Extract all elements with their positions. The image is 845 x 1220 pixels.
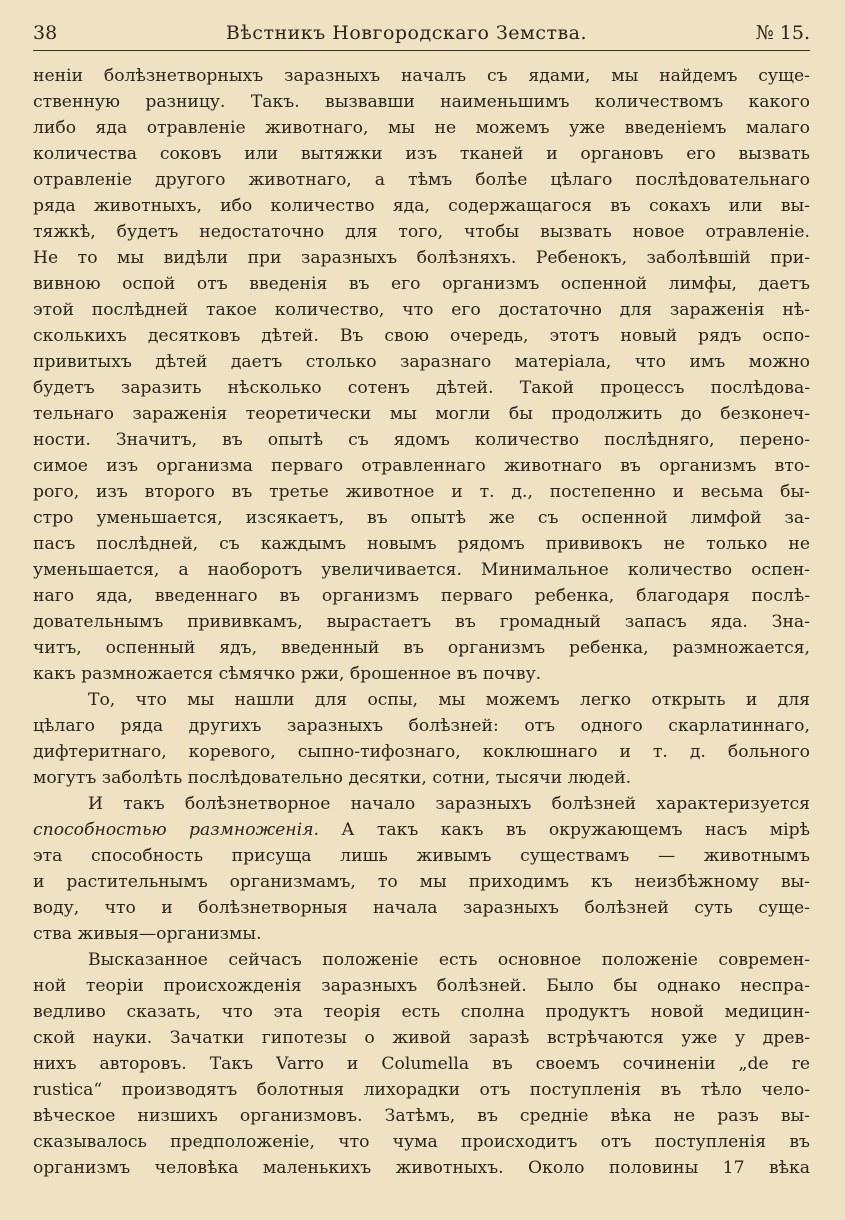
text-line: организмъ человѣка маленькихъ животныхъ. Около половины 17 вѣка	[33, 1158, 810, 1178]
text-line: ряда животныхъ, ибо количество яда, содержащагося въ сокахъ или вы-	[33, 196, 810, 216]
text-line: пасъ послѣдней, съ каждымъ новымъ рядомъ прививокъ не только не	[33, 534, 810, 554]
text-line: тяжкѣ, будетъ недостаточно для того, чтобы вызвать новое отравленiе.	[33, 222, 810, 242]
text-line: То, что мы нашли для оспы, мы можемъ легко открыть и для	[88, 690, 810, 710]
text-line: уменьшается, а наоборотъ увеличивается. Минимальное количество оспен-	[33, 560, 810, 580]
text-line: вѣческое низшихъ организмовъ. Затѣмъ, въ среднiе вѣка не разъ вы-	[33, 1106, 810, 1126]
text-line: отравленiе другого животнаго, а тѣмъ болѣе цѣлаго послѣдовательнаго	[33, 170, 810, 190]
page-number: 38	[33, 22, 58, 44]
text-line: количества соковъ или вытяжки изъ тканей и органовъ его вызвать	[33, 144, 810, 164]
text-line: могутъ заболѣть послѣдовательно десятки, сотни, тысячи людей.	[33, 768, 632, 788]
text-line: воду, что и болѣзнетворныя начала заразныхъ болѣзней суть суще-	[33, 898, 810, 918]
text-line: сказывалось предположенiе, что чума происходитъ отъ поступленiя въ	[33, 1132, 810, 1152]
text-line: либо яда отравленiе животнаго, мы не можемъ уже введенiемъ малаго	[33, 118, 810, 138]
text-line: симое изъ организма перваго отравленнаго животнаго въ организмъ вто-	[33, 456, 810, 476]
text-line: нихъ авторовъ. Такъ Varro и Columella въ своемъ сочиненiи „de re	[33, 1054, 810, 1074]
text-line: наго яда, введеннаго въ организмъ перваго ребенка, благодаря послѣ-	[33, 586, 810, 606]
text-line: эта способность присуща лишь живымъ существамъ — животнымъ	[33, 846, 810, 866]
text-line: ства живыя—организмы.	[33, 924, 262, 944]
text-line: этой послѣдней такое количество, что его достаточно для зараженiя нѣ-	[33, 300, 810, 320]
text-line: ненiи болѣзнетворныхъ заразныхъ началъ съ ядами, мы найдемъ суще-	[33, 66, 810, 86]
text-line: ской науки. Зачатки гипотезы о живой заразѣ встрѣчаются уже у древ-	[33, 1028, 810, 1048]
text-line: ности. Значитъ, въ опытѣ съ ядомъ количество послѣдняго, перено-	[33, 430, 810, 450]
text-line: рого, изъ второго въ третье животное и т. д., постепенно и весьма бы-	[33, 482, 810, 502]
after-italic-text: А такъ какъ въ окружающемъ насъ мiрѣ	[318, 820, 810, 840]
text-line: Высказанное сейчасъ положенiе есть основное положенiе современ-	[88, 950, 810, 970]
text-line: Не то мы видѣли при заразныхъ болѣзняхъ. Ребенокъ, заболѣвшiй при-	[33, 248, 810, 268]
text-line-with-emphasis	[33, 817, 810, 843]
running-head	[33, 18, 810, 48]
text-line: привитыхъ дѣтей даетъ столько заразнаго матерiала, что имъ можно	[33, 352, 810, 372]
text-line: будетъ заразить нѣсколько сотенъ дѣтей. Такой процессъ послѣдова-	[33, 378, 810, 398]
text-line: стро уменьшается, изсякаетъ, въ опытѣ же съ оспенной лимфой за-	[33, 508, 810, 528]
article-body	[33, 63, 810, 1181]
journal-title: Вѣстникъ Новгородскаго Земства.	[225, 22, 588, 44]
text-line: и растительнымъ организмамъ, то мы приходимъ къ неизбѣжному вы-	[33, 872, 810, 892]
text-line: rustica“ производятъ болотныя лихорадки отъ поступленiя въ тѣло чело-	[33, 1080, 810, 1100]
text-line: ственную разницу. Такъ. вызвавши наименьшимъ количествомъ какого	[33, 92, 810, 112]
text-line: сколькихъ десятковъ дѣтей. Въ свою очередь, этотъ новый рядъ оспо-	[33, 326, 810, 346]
text-line: какъ размножается сѣмячко ржи, брошенное въ почву.	[33, 664, 542, 684]
text-line: довательнымъ прививкамъ, вырастаетъ въ громадный запасъ яда. Зна-	[33, 612, 810, 632]
text-line: цѣлаго ряда другихъ заразныхъ болѣзней: отъ одного скарлатиннаго,	[33, 716, 810, 736]
header-rule	[33, 50, 810, 51]
text-line: ной теорiи происхожденiя заразныхъ болѣзней. Было бы однако неспра-	[33, 976, 810, 996]
issue-number: № 15.	[755, 22, 810, 44]
text-line: читъ, оспенный ядъ, введенный въ организмъ ребенка, размножается,	[33, 638, 810, 658]
text-line: тельнаго зараженiя теоретически мы могли бы продолжить до безконеч-	[33, 404, 810, 424]
text-line: И такъ болѣзнетворное начало заразныхъ болѣзней характеризуется	[88, 794, 810, 814]
text-line: ведливо сказать, что эта теорiя есть сполна продуктъ новой медицин-	[33, 1002, 810, 1022]
italic-phrase: способностью размноженiя.	[33, 820, 319, 840]
text-line: дифтеритнаго, коревого, сыпно-тифознаго, коклюшнаго и т. д. больного	[33, 742, 810, 762]
text-line: вивною оспой отъ введенiя въ его организмъ оспенной лимфы, даетъ	[33, 274, 810, 294]
